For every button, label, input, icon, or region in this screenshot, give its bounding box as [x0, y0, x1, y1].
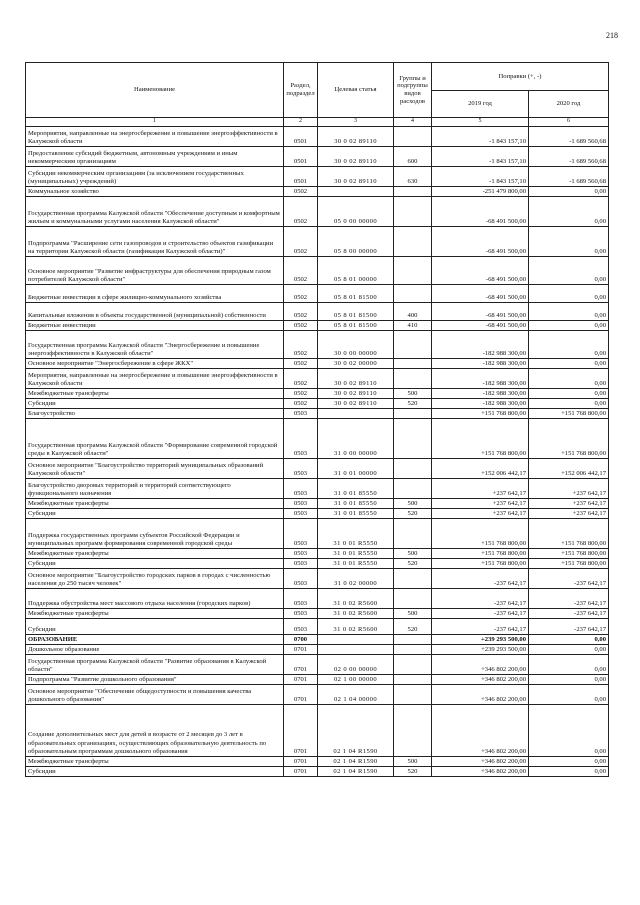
cell-group — [394, 569, 432, 589]
cell-target-code: 02 1 04 R1590 — [318, 767, 394, 777]
cell-amount-2020: -237 642,17 — [529, 609, 609, 619]
cell-name: Мероприятия, направленные на энергосбережение и повышение энергоэффективности в Калужской области — [26, 127, 284, 147]
table-row — [26, 645, 609, 655]
budget-amendments-table — [25, 62, 609, 777]
cell-amount-2020: -237 642,17 — [529, 569, 609, 589]
cell-amount-2019: +346 802 200,00 — [432, 675, 529, 685]
cell-target-code: 30 0 02 89110 — [318, 369, 394, 389]
cell-group: 500 — [394, 549, 432, 559]
cell-target-code: 31 0 02 R5600 — [318, 619, 394, 635]
header-groups: Группы и подгруппы видов расходов — [394, 63, 432, 118]
table-row — [26, 369, 609, 389]
cell-amount-2020: +237 642,17 — [529, 479, 609, 499]
cell-amount-2020: 0,00 — [529, 197, 609, 227]
table-row — [26, 685, 609, 705]
cell-amount-2019: -1 843 157,10 — [432, 167, 529, 187]
cell-target-code: 30 0 02 89110 — [318, 389, 394, 399]
cell-group — [394, 635, 432, 645]
cell-group: 500 — [394, 609, 432, 619]
cell-target-code: 05 8 01 81500 — [318, 321, 394, 331]
cell-section: 0502 — [284, 331, 318, 359]
cell-section: 0701 — [284, 685, 318, 705]
cell-name: Подпрограмма "Развитие дошкольного образования" — [26, 675, 284, 685]
cell-section: 0700 — [284, 635, 318, 645]
cell-group — [394, 685, 432, 705]
table-row — [26, 389, 609, 399]
cell-group — [394, 127, 432, 147]
cell-section: 0503 — [284, 569, 318, 589]
cell-section: 0502 — [284, 187, 318, 197]
cell-amount-2020: +152 006 442,17 — [529, 459, 609, 479]
cell-name: Бюджетные инвестиции в сфере жилищно-коммунального хозяйства — [26, 285, 284, 303]
cell-target-code: 30 0 00 00000 — [318, 331, 394, 359]
cell-amount-2020: 0,00 — [529, 389, 609, 399]
cell-amount-2019: +346 802 200,00 — [432, 767, 529, 777]
cell-group — [394, 285, 432, 303]
cell-amount-2019: -182 988 300,00 — [432, 369, 529, 389]
cell-amount-2019: -182 988 300,00 — [432, 399, 529, 409]
cell-target-code: 30 0 02 89110 — [318, 399, 394, 409]
cell-target-code: 31 0 01 R5550 — [318, 549, 394, 559]
cell-name: Основное мероприятие "Благоустройство территорий муниципальных образований Калужской области" — [26, 459, 284, 479]
header-2020: 2020 год — [529, 91, 609, 118]
cell-target-code: 31 0 02 R5600 — [318, 609, 394, 619]
cell-section: 0701 — [284, 767, 318, 777]
cell-target-code: 02 1 04 R1590 — [318, 757, 394, 767]
header-amendments: Поправки (+, -) — [432, 63, 609, 91]
cell-name: Бюджетные инвестиции — [26, 321, 284, 331]
cell-section: 0503 — [284, 589, 318, 609]
cell-group — [394, 655, 432, 675]
cell-amount-2020: +151 768 800,00 — [529, 519, 609, 549]
cell-section: 0503 — [284, 499, 318, 509]
table-row — [26, 285, 609, 303]
cell-group — [394, 227, 432, 257]
cell-amount-2019: -1 843 157,10 — [432, 127, 529, 147]
cell-amount-2019: +346 802 200,00 — [432, 705, 529, 757]
cell-amount-2020: -237 642,17 — [529, 589, 609, 609]
cell-name: Государственная программа Калужской области "Развитие образования в Калужской области" — [26, 655, 284, 675]
column-number: 4 — [394, 118, 432, 127]
cell-amount-2020: 0,00 — [529, 767, 609, 777]
table-row — [26, 767, 609, 777]
cell-name: Государственная программа Калужской области "Формирование современной городской среды в Калужской области" — [26, 419, 284, 459]
cell-section: 0503 — [284, 619, 318, 635]
cell-target-code: 05 8 01 00000 — [318, 257, 394, 285]
header-target: Целевая статья — [318, 63, 394, 118]
cell-section: 0501 — [284, 167, 318, 187]
cell-group — [394, 257, 432, 285]
cell-name: Государственная программа Калужской области "Энергосбережение и повышение энергоэффективности в Калужской области" — [26, 331, 284, 359]
cell-amount-2019: -1 843 157,10 — [432, 147, 529, 167]
cell-amount-2019: -68 491 500,00 — [432, 285, 529, 303]
cell-amount-2020: 0,00 — [529, 257, 609, 285]
cell-section: 0503 — [284, 609, 318, 619]
cell-section: 0503 — [284, 509, 318, 519]
cell-amount-2020: 0,00 — [529, 321, 609, 331]
cell-group: 500 — [394, 757, 432, 767]
column-number: 2 — [284, 118, 318, 127]
cell-amount-2020: 0,00 — [529, 369, 609, 389]
cell-target-code — [318, 409, 394, 419]
cell-name: Мероприятия, направленные на энергосбережение и повышение энергоэффективности в Калужской области — [26, 369, 284, 389]
cell-group: 500 — [394, 389, 432, 399]
table-row — [26, 303, 609, 321]
table-row — [26, 479, 609, 499]
table-row — [26, 321, 609, 331]
cell-amount-2019: -182 988 300,00 — [432, 359, 529, 369]
cell-group — [394, 409, 432, 419]
cell-amount-2020: 0,00 — [529, 685, 609, 705]
cell-amount-2019: +239 293 500,00 — [432, 635, 529, 645]
cell-section: 0502 — [284, 389, 318, 399]
table-row — [26, 509, 609, 519]
table-row — [26, 227, 609, 257]
cell-group — [394, 187, 432, 197]
cell-name: Межбюджетные трансферты — [26, 499, 284, 509]
cell-group: 630 — [394, 167, 432, 187]
cell-name: Межбюджетные трансферты — [26, 609, 284, 619]
cell-amount-2020: +151 768 800,00 — [529, 559, 609, 569]
table-row — [26, 459, 609, 479]
header-2019: 2019 год — [432, 91, 529, 118]
cell-name: Поддержка обустройства мест массового отдыха населения (городских парков) — [26, 589, 284, 609]
cell-target-code — [318, 635, 394, 645]
cell-name: Дошкольное образование — [26, 645, 284, 655]
page-number: 218 — [606, 31, 618, 40]
cell-group — [394, 479, 432, 499]
table-row — [26, 187, 609, 197]
cell-amount-2019: +151 768 800,00 — [432, 549, 529, 559]
cell-amount-2019: +151 768 800,00 — [432, 519, 529, 549]
column-number: 5 — [432, 118, 529, 127]
cell-group: 520 — [394, 767, 432, 777]
cell-target-code: 31 0 01 R5550 — [318, 519, 394, 549]
cell-target-code: 31 0 02 R5600 — [318, 589, 394, 609]
cell-amount-2019: -237 642,17 — [432, 609, 529, 619]
cell-group: 400 — [394, 303, 432, 321]
table-body — [26, 127, 609, 777]
cell-amount-2020: +151 768 800,00 — [529, 419, 609, 459]
cell-amount-2020: 0,00 — [529, 187, 609, 197]
cell-name: Субсидии — [26, 399, 284, 409]
cell-amount-2020: +237 642,17 — [529, 509, 609, 519]
cell-section: 0502 — [284, 359, 318, 369]
cell-section: 0503 — [284, 479, 318, 499]
cell-amount-2020: -1 689 560,68 — [529, 147, 609, 167]
cell-section: 0502 — [284, 399, 318, 409]
table-row — [26, 257, 609, 285]
cell-amount-2019: +346 802 200,00 — [432, 757, 529, 767]
cell-amount-2020: 0,00 — [529, 399, 609, 409]
cell-group — [394, 705, 432, 757]
cell-amount-2020: 0,00 — [529, 227, 609, 257]
cell-amount-2019: +237 642,17 — [432, 499, 529, 509]
table-row — [26, 757, 609, 767]
cell-amount-2020: 0,00 — [529, 655, 609, 675]
cell-amount-2019: -68 491 500,00 — [432, 321, 529, 331]
cell-amount-2019: -251 479 800,00 — [432, 187, 529, 197]
cell-name: Субсидии — [26, 619, 284, 635]
cell-section: 0501 — [284, 127, 318, 147]
table-row — [26, 675, 609, 685]
cell-amount-2020: +151 768 800,00 — [529, 549, 609, 559]
cell-section: 0503 — [284, 549, 318, 559]
cell-amount-2020: +151 768 800,00 — [529, 409, 609, 419]
cell-section: 0503 — [284, 519, 318, 549]
cell-section: 0503 — [284, 559, 318, 569]
cell-amount-2019: +239 293 500,00 — [432, 645, 529, 655]
cell-amount-2020: 0,00 — [529, 303, 609, 321]
cell-target-code: 31 0 01 00000 — [318, 459, 394, 479]
cell-section: 0701 — [284, 645, 318, 655]
cell-amount-2019: +152 006 442,17 — [432, 459, 529, 479]
table-row — [26, 705, 609, 757]
cell-section: 0502 — [284, 303, 318, 321]
cell-section: 0503 — [284, 419, 318, 459]
cell-group — [394, 675, 432, 685]
cell-name: Субсидии — [26, 559, 284, 569]
cell-section: 0502 — [284, 227, 318, 257]
cell-target-code: 31 0 02 00000 — [318, 569, 394, 589]
table-row — [26, 589, 609, 609]
header-section: Раздел, подраздел — [284, 63, 318, 118]
cell-section: 0502 — [284, 285, 318, 303]
header-name: Наименование — [26, 63, 284, 118]
cell-amount-2019: -237 642,17 — [432, 619, 529, 635]
cell-amount-2019: +151 768 800,00 — [432, 409, 529, 419]
cell-name: Поддержка государственных программ субъектов Российской Федерации и муниципальных программ формирования современной городской среды — [26, 519, 284, 549]
cell-section: 0701 — [284, 705, 318, 757]
cell-target-code: 30 0 02 00000 — [318, 359, 394, 369]
cell-name: ОБРАЗОВАНИЕ — [26, 635, 284, 645]
cell-group: 600 — [394, 147, 432, 167]
cell-section: 0503 — [284, 459, 318, 479]
cell-target-code: 02 0 00 00000 — [318, 655, 394, 675]
cell-amount-2020: -237 642,17 — [529, 619, 609, 635]
table-row — [26, 609, 609, 619]
cell-name: Субсидии — [26, 767, 284, 777]
cell-name: Субсидии — [26, 509, 284, 519]
column-number: 6 — [529, 118, 609, 127]
cell-amount-2020: 0,00 — [529, 359, 609, 369]
cell-amount-2019: -68 491 500,00 — [432, 227, 529, 257]
cell-amount-2019: +237 642,17 — [432, 479, 529, 499]
cell-amount-2019: -68 491 500,00 — [432, 197, 529, 227]
cell-section: 0701 — [284, 675, 318, 685]
table-row — [26, 167, 609, 187]
cell-name: Создание дополнительных мест для детей в возрасте от 2 месяцев до 3 лет в образовательных организациях, осуществляющих образовательную деятельность по образовательным программам дошкольного образования — [26, 705, 284, 757]
cell-amount-2019: -68 491 500,00 — [432, 257, 529, 285]
cell-amount-2019: -182 988 300,00 — [432, 331, 529, 359]
table-row — [26, 619, 609, 635]
cell-section: 0502 — [284, 197, 318, 227]
cell-group — [394, 589, 432, 609]
cell-group — [394, 519, 432, 549]
cell-name: Государственная программа Калужской области "Обеспечение доступным и комфортным жильем и коммунальными услугами населения Калужской области" — [26, 197, 284, 227]
cell-amount-2020: -1 689 560,68 — [529, 167, 609, 187]
cell-amount-2020: 0,00 — [529, 675, 609, 685]
cell-name: Коммунальное хозяйство — [26, 187, 284, 197]
table-row — [26, 197, 609, 227]
table-row — [26, 399, 609, 409]
cell-amount-2020: 0,00 — [529, 757, 609, 767]
cell-name: Благоустройство — [26, 409, 284, 419]
cell-target-code — [318, 645, 394, 655]
cell-section: 0502 — [284, 321, 318, 331]
cell-group: 520 — [394, 619, 432, 635]
cell-group — [394, 359, 432, 369]
cell-amount-2019: +151 768 800,00 — [432, 419, 529, 459]
cell-section: 0501 — [284, 147, 318, 167]
table-row — [26, 419, 609, 459]
cell-target-code: 05 8 01 81500 — [318, 303, 394, 321]
table-row — [26, 569, 609, 589]
cell-amount-2019: -237 642,17 — [432, 569, 529, 589]
cell-group — [394, 645, 432, 655]
cell-amount-2019: -182 988 300,00 — [432, 389, 529, 399]
cell-target-code: 30 0 02 89110 — [318, 147, 394, 167]
cell-name: Предоставление субсидий бюджетным, автономным учреждениям и иным некоммерческим организациям — [26, 147, 284, 167]
table-row — [26, 635, 609, 645]
table-row — [26, 559, 609, 569]
cell-target-code: 05 0 00 00000 — [318, 197, 394, 227]
cell-amount-2020: +237 642,17 — [529, 499, 609, 509]
cell-target-code: 31 0 01 R5550 — [318, 559, 394, 569]
cell-amount-2019: -237 642,17 — [432, 589, 529, 609]
cell-group — [394, 331, 432, 359]
cell-name: Благоустройство дворовых территорий и территорий соответствующего функционального назначения — [26, 479, 284, 499]
cell-group — [394, 197, 432, 227]
cell-name: Межбюджетные трансферты — [26, 549, 284, 559]
cell-group: 520 — [394, 509, 432, 519]
cell-amount-2020: 0,00 — [529, 645, 609, 655]
cell-amount-2019: -68 491 500,00 — [432, 303, 529, 321]
cell-target-code: 02 1 04 00000 — [318, 685, 394, 705]
cell-target-code: 31 0 01 85550 — [318, 509, 394, 519]
cell-group — [394, 419, 432, 459]
table-row — [26, 409, 609, 419]
cell-name: Подпрограмма "Расширение сети газопроводов и строительство объектов газификации на территории Калужской области (газификация Калужской области)" — [26, 227, 284, 257]
cell-name: Капитальные вложения в объекты государственной (муниципальной) собственности — [26, 303, 284, 321]
cell-amount-2020: 0,00 — [529, 285, 609, 303]
cell-target-code: 30 0 02 89110 — [318, 167, 394, 187]
cell-group — [394, 459, 432, 479]
cell-target-code: 31 0 00 00000 — [318, 419, 394, 459]
column-number: 1 — [26, 118, 284, 127]
cell-section: 0701 — [284, 757, 318, 767]
cell-target-code: 30 0 02 89110 — [318, 127, 394, 147]
cell-group: 520 — [394, 559, 432, 569]
cell-amount-2020: 0,00 — [529, 635, 609, 645]
table-row — [26, 499, 609, 509]
table-row — [26, 127, 609, 147]
cell-section: 0701 — [284, 655, 318, 675]
cell-target-code: 05 8 00 00000 — [318, 227, 394, 257]
cell-group: 410 — [394, 321, 432, 331]
cell-name: Субсидии некоммерческим организациям (за исключением государственных (муниципальных) учреждений) — [26, 167, 284, 187]
cell-amount-2020: 0,00 — [529, 705, 609, 757]
table-row — [26, 519, 609, 549]
cell-group — [394, 369, 432, 389]
cell-amount-2020: 0,00 — [529, 331, 609, 359]
table-row — [26, 331, 609, 359]
table-row — [26, 549, 609, 559]
cell-section: 0503 — [284, 409, 318, 419]
cell-target-code — [318, 187, 394, 197]
cell-amount-2020: -1 689 560,68 — [529, 127, 609, 147]
table-row — [26, 147, 609, 167]
cell-amount-2019: +346 802 200,00 — [432, 685, 529, 705]
cell-section: 0502 — [284, 369, 318, 389]
cell-target-code: 31 0 01 85550 — [318, 479, 394, 499]
cell-group: 500 — [394, 499, 432, 509]
cell-amount-2019: +237 642,17 — [432, 509, 529, 519]
cell-amount-2019: +151 768 800,00 — [432, 559, 529, 569]
cell-target-code: 31 0 01 85550 — [318, 499, 394, 509]
cell-name: Основное мероприятие "Развитие инфраструктуры для обеспечения природным газом потребителей Калужской области" — [26, 257, 284, 285]
table-row — [26, 655, 609, 675]
cell-section: 0502 — [284, 257, 318, 285]
table-row — [26, 359, 609, 369]
column-number: 3 — [318, 118, 394, 127]
cell-name: Основное мероприятие "Благоустройство городских парков в городах с численностью населения до 250 тысяч человек" — [26, 569, 284, 589]
cell-name: Основное мероприятие "Обеспечение общедоступности и повышения качества дошкольного образования" — [26, 685, 284, 705]
cell-group: 520 — [394, 399, 432, 409]
cell-target-code: 02 1 04 R1590 — [318, 705, 394, 757]
cell-name: Межбюджетные трансферты — [26, 757, 284, 767]
cell-target-code: 02 1 00 00000 — [318, 675, 394, 685]
cell-amount-2019: +346 802 200,00 — [432, 655, 529, 675]
cell-target-code: 05 8 01 81500 — [318, 285, 394, 303]
cell-name: Основное мероприятие "Энергосбережение в сфере ЖКХ" — [26, 359, 284, 369]
cell-name: Межбюджетные трансферты — [26, 389, 284, 399]
